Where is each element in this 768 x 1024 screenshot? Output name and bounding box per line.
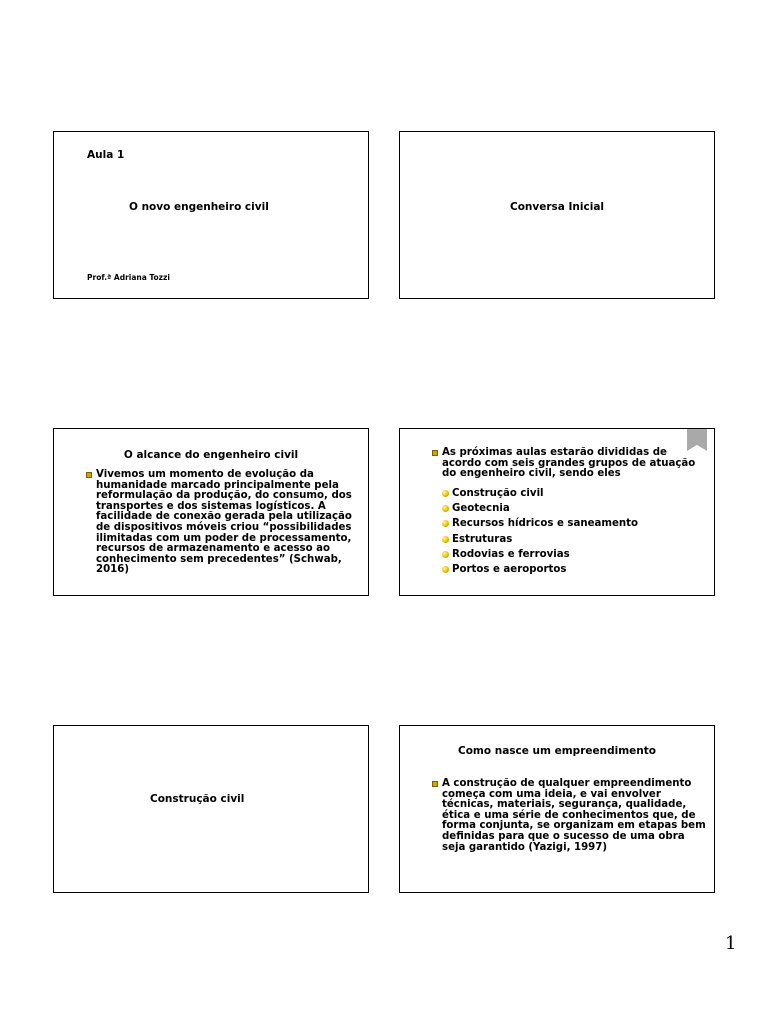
list-item: Portos e aeroportos <box>452 562 638 577</box>
list-item: Estruturas <box>452 532 638 547</box>
round-bullet-icon <box>442 536 449 543</box>
slide-6-title: Como nasce um empreendimento <box>458 745 656 757</box>
bullet-line: começa com uma ideia, e vai envolver <box>442 788 661 800</box>
bullet-line: facilidade de conexão gerada pela utilização <box>96 511 352 523</box>
bullet-line: ilimitadas com um poder de processamento, <box>96 532 352 544</box>
bullet-line: conhecimento sem precedentes” (Schwab, <box>96 553 342 565</box>
slide-3 <box>53 428 369 596</box>
slide-5 <box>53 725 369 893</box>
bullet-line: ética e uma série de conhecimentos que, de <box>442 809 696 821</box>
slide-3-bullet <box>96 470 352 576</box>
slide-1-author: Prof.ª Adriana Tozzi <box>87 273 170 282</box>
square-bullet-icon <box>432 781 438 787</box>
slide-4-list <box>452 486 638 577</box>
bullet-line: forma conjunta, se organizam em etapas bem <box>442 820 706 832</box>
round-bullet-icon <box>442 566 449 573</box>
bullet-line: humanidade marcado principalmente pela <box>96 479 339 491</box>
intro-line: acordo com seis grandes grupos de atuação <box>442 457 696 469</box>
slide-3-title: O alcance do engenheiro civil <box>123 449 299 461</box>
square-bullet-icon <box>432 450 438 456</box>
bullet-line: técnicas, materiais, segurança, qualidade, <box>442 799 687 811</box>
list-item: Construção civil <box>452 486 638 501</box>
slide-2 <box>399 131 715 299</box>
bullet-line: Vivemos um momento de evolução da <box>96 470 352 481</box>
slide-4 <box>399 428 715 596</box>
slide-6-bullet <box>442 779 706 853</box>
round-bullet-icon <box>442 551 449 558</box>
bullet-line: 2016) <box>96 564 130 576</box>
bullet-line: seja garantido (Yazigi, 1997) <box>442 841 608 853</box>
slide-4-intro <box>442 448 695 480</box>
bullet-line: de dispositivos móveis criou “possibilidades <box>96 521 352 533</box>
bullet-line: recursos de armazenamento e acesso ao <box>96 543 331 555</box>
intro-line: As próximas aulas estarão divididas de <box>442 448 695 459</box>
slide-1 <box>53 131 369 299</box>
bullet-line: transportes e dos sistemas logísticos. A <box>96 500 326 512</box>
round-bullet-icon <box>442 505 449 512</box>
square-bullet-icon <box>86 472 92 478</box>
bullet-line: A construção de qualquer empreendimento <box>442 779 706 790</box>
intro-line: do engenheiro civil, sendo eles <box>442 468 621 480</box>
page-number: 1 <box>725 933 737 954</box>
list-item: Geotecnia <box>452 501 638 516</box>
slide-1-title: O novo engenheiro civil <box>129 201 269 213</box>
bullet-line: definidas para que o sucesso de uma obra <box>442 830 685 842</box>
round-bullet-icon <box>442 490 449 497</box>
slide-2-title: Conversa Inicial <box>509 201 605 213</box>
round-bullet-icon <box>442 520 449 527</box>
bullet-line: reformulação da produção, do consumo, dos <box>96 490 352 502</box>
slide-1-aula-label: Aula 1 <box>87 149 125 161</box>
slide-5-title: Construção civil <box>150 793 245 805</box>
list-item: Rodovias e ferrovias <box>452 547 638 562</box>
list-item: Recursos hídricos e saneamento <box>452 516 638 531</box>
slide-6 <box>399 725 715 893</box>
